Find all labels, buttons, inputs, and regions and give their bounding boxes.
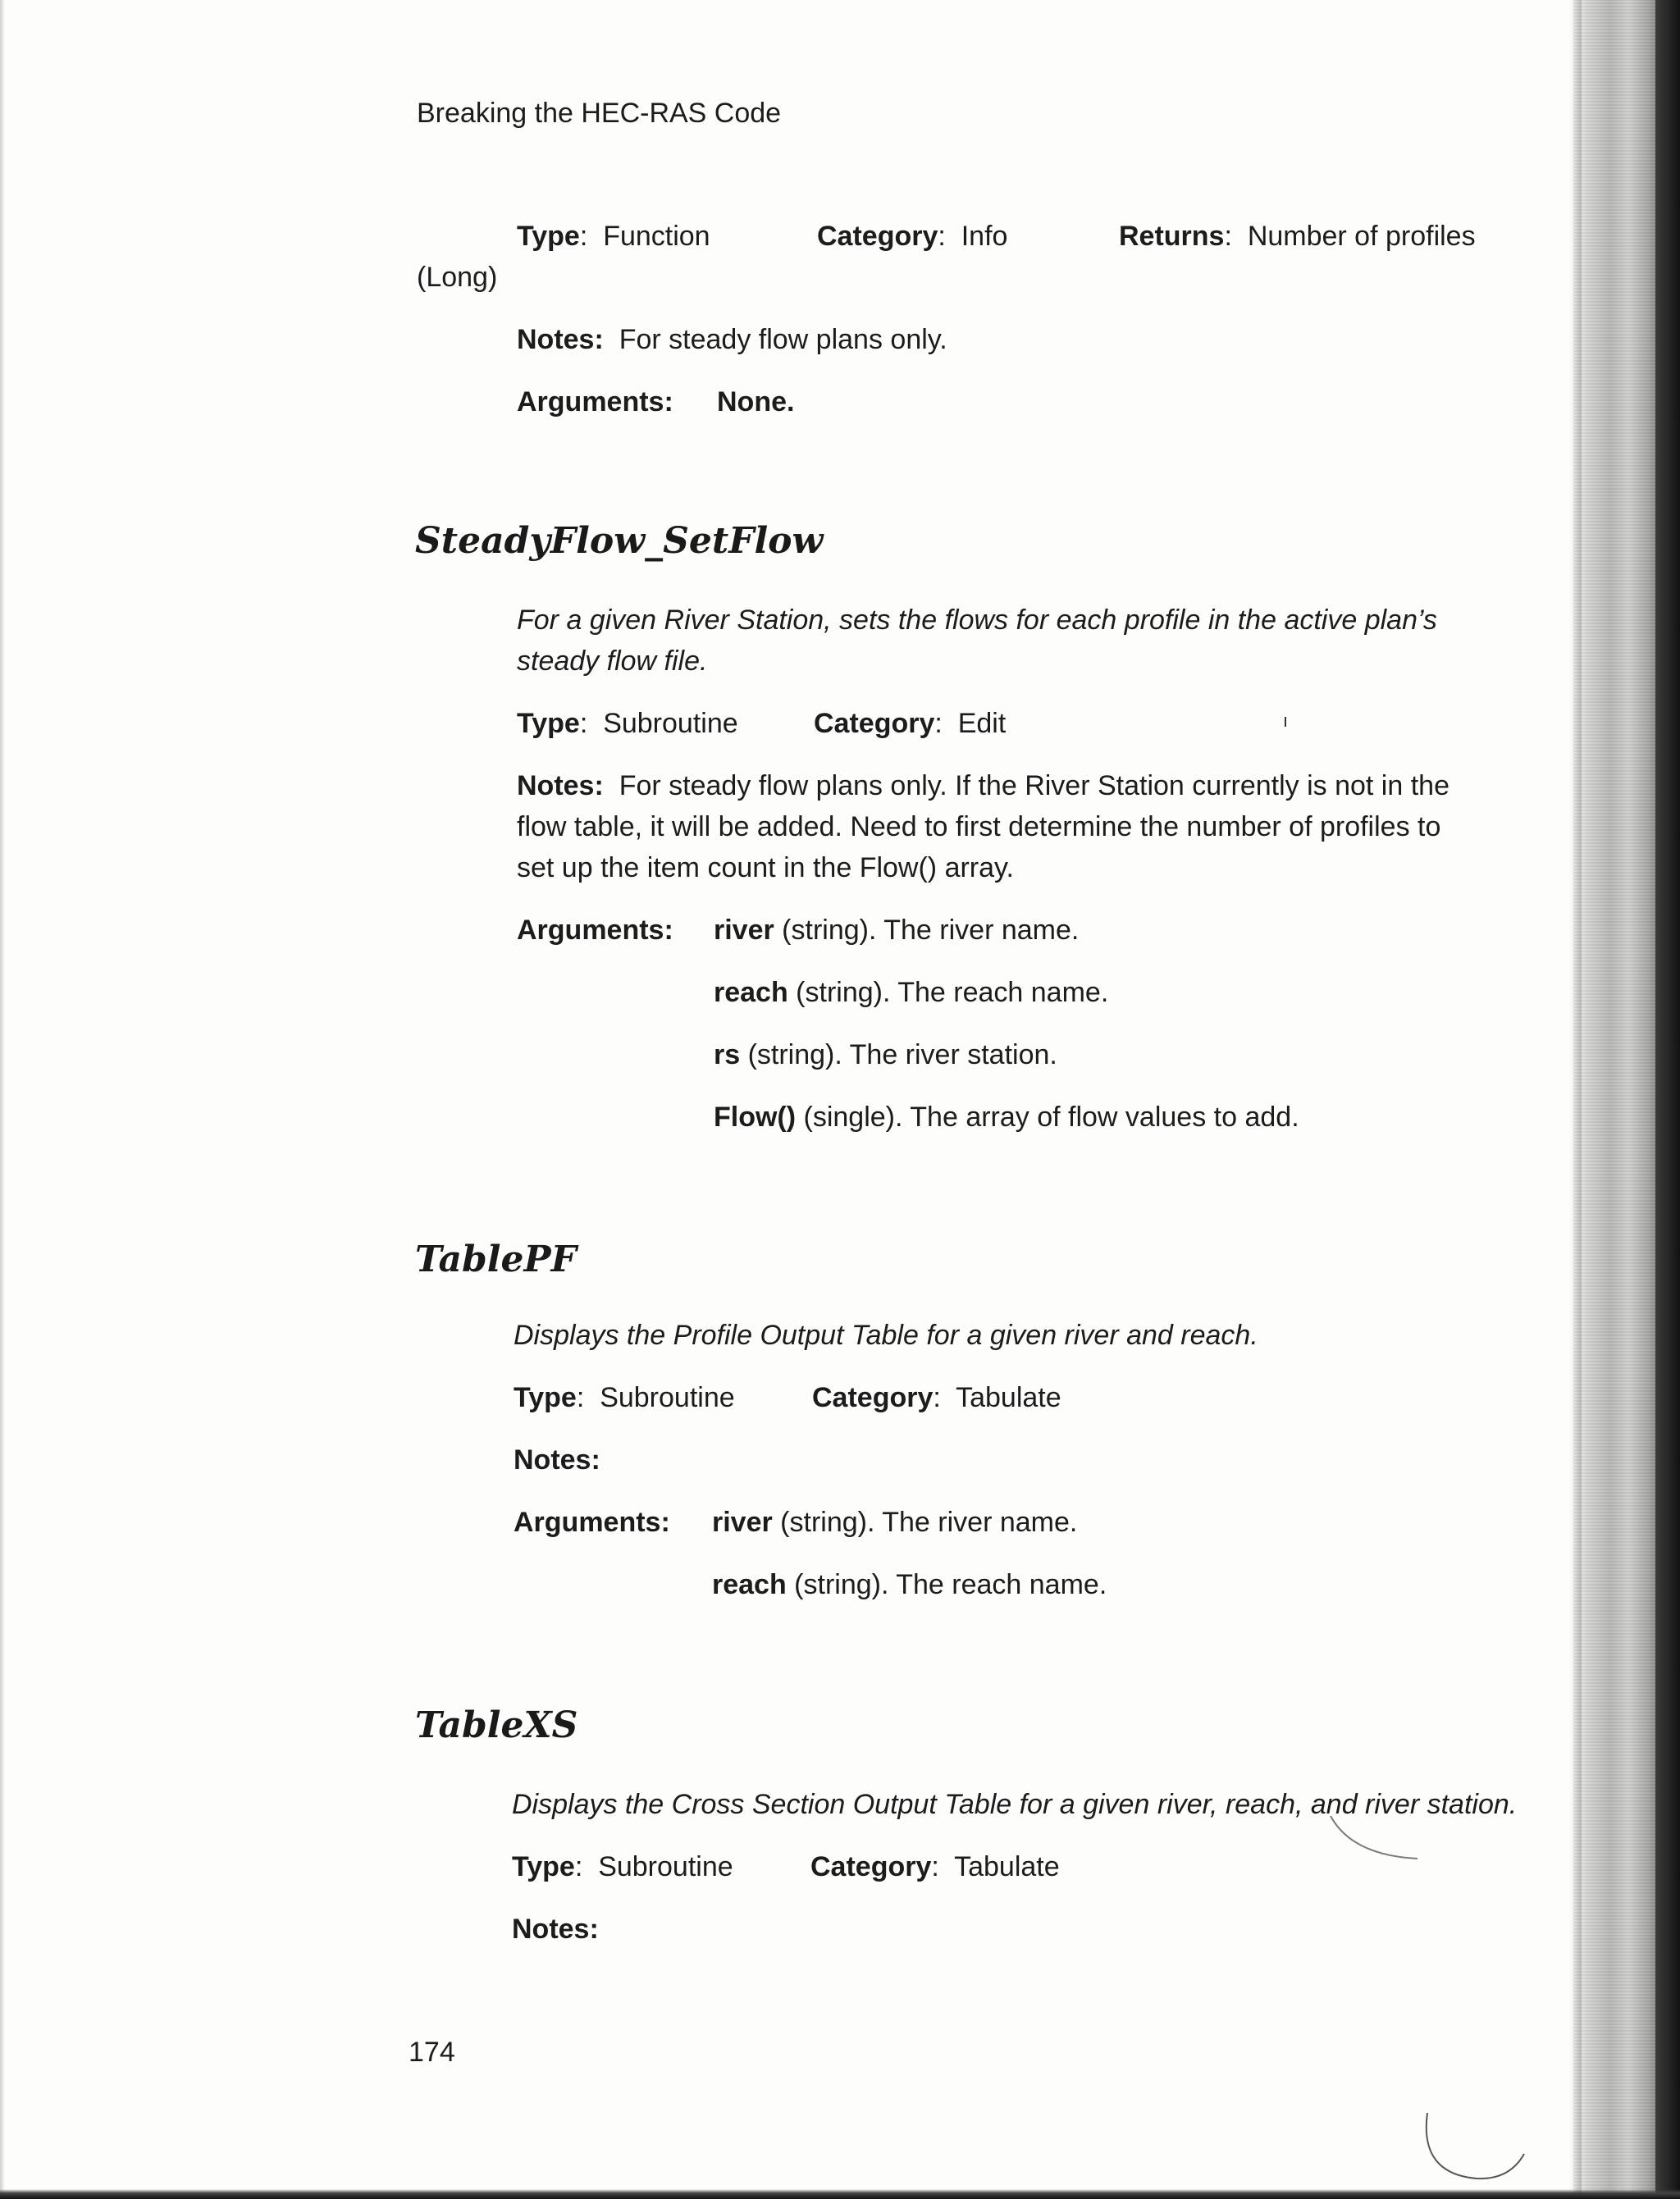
type-value: Subroutine [603, 708, 738, 739]
page-bottom-edge [0, 2189, 1680, 2199]
argument-item [712, 1503, 1077, 1542]
description-line: Displays the Profile Output Table for a given river and reach. [514, 1320, 1258, 1351]
argument-item [714, 1097, 1299, 1137]
category-label: Category [817, 221, 938, 252]
argument-item [714, 973, 1108, 1012]
argument-name: river [714, 915, 774, 946]
notes-label: Notes: [517, 770, 604, 801]
argument-name: rs [714, 1039, 741, 1070]
notes-text: flow table, it will be added. Need to first determine the number of profiles to [517, 811, 1441, 842]
type-label: Type [517, 708, 580, 739]
book-spine-edge [1570, 0, 1582, 2199]
argument-desc: (string). The reach name. [786, 1569, 1107, 1600]
section-title-tablepf: TablePF [415, 1239, 577, 1280]
type-line: Type: Subroutine [512, 1851, 733, 1882]
book-spine-dark [1655, 0, 1680, 2199]
notes-text: For steady flow plans only. [619, 324, 947, 355]
stray-mark [1285, 717, 1286, 727]
arguments-value: None. [717, 386, 795, 417]
running-header: Breaking the HEC-RAS Code [417, 98, 782, 129]
category-value: Edit [957, 708, 1007, 739]
category-line: Category: Tabulate [810, 1851, 1060, 1882]
notes-label: Notes: [517, 324, 604, 355]
category-label: Category [812, 1382, 934, 1413]
type-value: Subroutine [598, 1851, 733, 1882]
returns-continued: (Long) [417, 262, 498, 293]
argument-item [714, 910, 1079, 950]
category-line: Category: Edit [814, 708, 1007, 739]
argument-desc: (string). The river station. [740, 1039, 1057, 1070]
section-title-steadyflow-setflow: SteadyFlow_SetFlow [415, 520, 824, 562]
category-label: Category [814, 708, 935, 739]
type-label: Type [517, 221, 580, 252]
page-left-edge [0, 0, 5, 2199]
type-value: Subroutine [600, 1382, 735, 1413]
argument-item [714, 1035, 1057, 1074]
prev-category-line: Category: Info [817, 221, 1008, 252]
argument-desc: (string). The river name. [774, 915, 1080, 946]
notes-label: Notes: [514, 1444, 600, 1476]
description-line: For a given River Station, sets the flows for each profile in the active plan’s [517, 604, 1437, 636]
arguments-label: Arguments: [517, 915, 673, 946]
notes-text: For steady flow plans only. If the River Station currently is not in the [619, 770, 1449, 801]
category-value: Info [961, 221, 1008, 252]
argument-desc: (string). The river name. [772, 1507, 1078, 1538]
category-line: Category: Tabulate [812, 1382, 1061, 1413]
returns-value: Number of profiles [1247, 221, 1476, 252]
category-label: Category [810, 1851, 932, 1882]
notes-text: set up the item count in the Flow() array. [517, 852, 1014, 883]
type-label: Type [512, 1851, 575, 1882]
argument-name: Flow() [714, 1102, 797, 1133]
argument-item [712, 1565, 1107, 1604]
notes-label: Notes: [512, 1914, 599, 1945]
prev-returns-line: Returns: Number of profiles [1119, 221, 1476, 252]
argument-desc: (single). The array of flow values to add. [796, 1102, 1299, 1133]
prev-notes-line [517, 320, 947, 359]
type-line: Type: Subroutine [514, 1382, 735, 1413]
returns-label: Returns [1119, 221, 1225, 252]
arguments-label: Arguments: [514, 1507, 670, 1538]
pencil-mark [1329, 1813, 1427, 1870]
description-line: steady flow file. [517, 646, 708, 677]
argument-name: river [712, 1507, 773, 1538]
page-number: 174 [409, 2037, 455, 2068]
arguments-label: Arguments: [517, 386, 673, 417]
category-value: Tabulate [954, 1851, 1060, 1882]
prev-type-line: Type: Function [517, 221, 710, 252]
argument-name: reach [712, 1569, 787, 1600]
pencil-mark [1419, 2108, 1534, 2190]
notes-line [517, 766, 1449, 805]
type-line: Type: Subroutine [517, 708, 738, 739]
type-value: Function [603, 221, 710, 252]
description-line: Displays the Cross Section Output Table for a given river, reach, and river station. [512, 1789, 1518, 1820]
category-value: Tabulate [956, 1382, 1061, 1413]
type-label: Type [514, 1382, 577, 1413]
argument-name: reach [714, 977, 788, 1008]
argument-desc: (string). The reach name. [788, 977, 1109, 1008]
section-title-tablexs: TableXS [415, 1704, 578, 1746]
